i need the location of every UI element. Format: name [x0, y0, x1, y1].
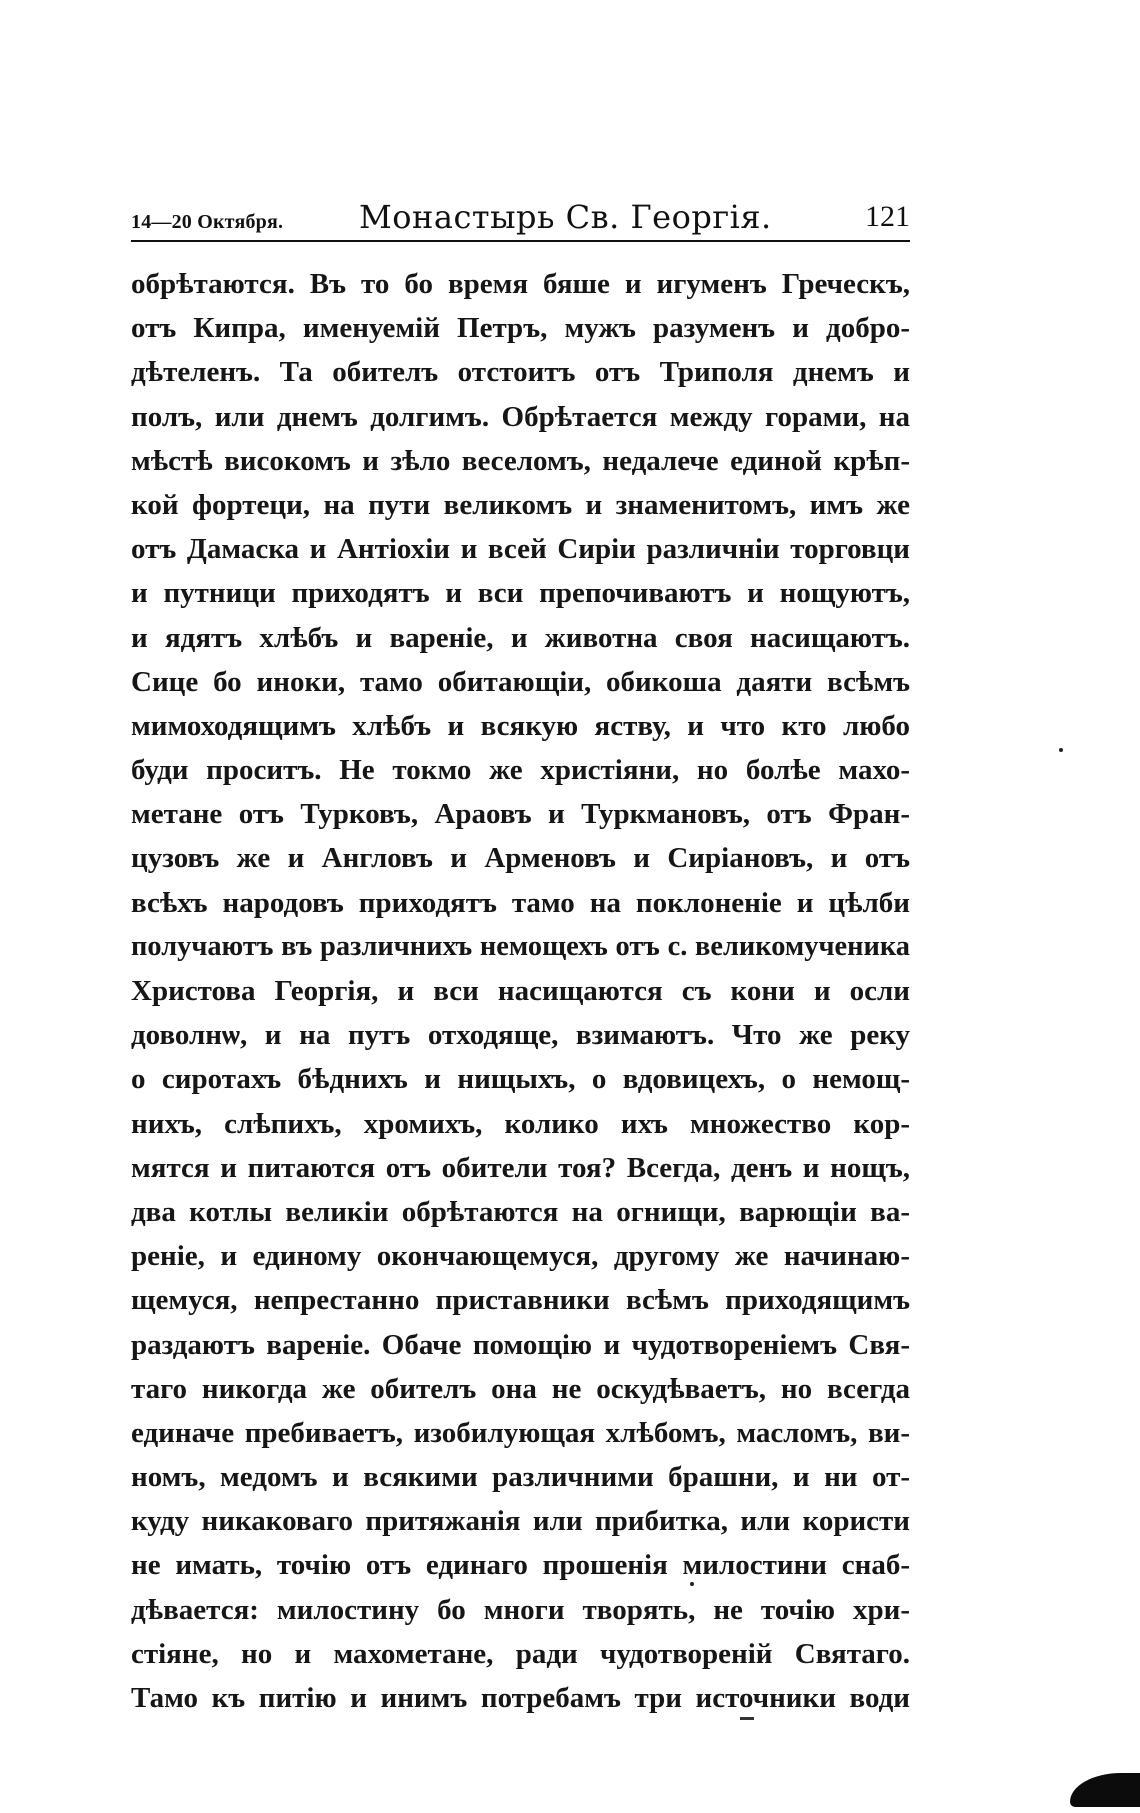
text-line: Сице бо иноки, тамо обитающіи, обикоша даяти всѣмъ: [131, 665, 910, 698]
text-line: отъ Кипра, именуемій Петръ, мужъ разуменъ и добро-: [131, 312, 910, 345]
text-line: мѣстѣ високомъ и зѣло веселомъ, недалече единой крѣп-: [131, 444, 910, 477]
text-line: два котлы великіи обрѣтаются на огнищи, варющіи ва-: [131, 1195, 910, 1228]
text-line: Христова Георгія, и вси насищаются съ кони и осли: [131, 975, 910, 1007]
running-header: [131, 196, 910, 242]
text-line: дѣтеленъ. Та обителъ отстоитъ отъ Триполя днемъ и: [131, 356, 910, 389]
text-line: щемуся, непрестанно приставники всѣмъ приходящимъ: [131, 1284, 910, 1317]
text-line: нихъ, слѣпихъ, хромихъ, колико ихъ множество кор-: [131, 1107, 910, 1140]
text-line: метане отъ Турковъ, Араовъ и Туркмановъ, отъ Фран-: [131, 798, 910, 831]
text-line: цузовъ же и Англовъ и Арменовъ и Сиріановъ, и отъ: [131, 842, 910, 875]
text-line: и путници приходятъ и вси препочиваютъ и нощуютъ,: [131, 577, 910, 610]
text-line: номъ, медомъ и всякими различними брашни, и ни от-: [131, 1461, 910, 1494]
scan-speck: [1059, 748, 1063, 752]
text-line: дѣвается: милостину бо многи творять, не точію хри-: [131, 1593, 910, 1626]
text-line: отъ Дамаска и Антіохіи и всей Сиріи различніи торговци: [131, 533, 910, 566]
body-text: [131, 262, 910, 1720]
text-line: реніе, и единому окончающемуся, другому же начинаю-: [131, 1240, 910, 1273]
text-line: о сиротахъ бѣднихъ и нищыхъ, о вдовицехъ, о немощ-: [131, 1063, 910, 1096]
running-date-range: 14—20 Октября.: [131, 211, 284, 233]
page-number: 121: [865, 200, 910, 233]
text-line: и ядятъ хлѣбъ и вареніе, и животна своя насищаютъ.: [131, 621, 910, 654]
text-line: стіяне, но и махометане, ради чудотвореній Святаго.: [131, 1637, 910, 1670]
text-line: мимоходящимъ хлѣбъ и всякую яству, и что кто любо: [131, 709, 910, 742]
text-line: полъ, или днемъ долгимъ. Обрѣтается между горами, на: [131, 400, 910, 433]
text-line: буди проситъ. Не токмо же христіяни, но болѣе махо-: [131, 754, 910, 787]
scan-blot: [1070, 1773, 1140, 1807]
text-line: доволнѡ, и на путъ отходяще, взимаютъ. Что же реку: [131, 1019, 910, 1052]
scan-mark: [740, 1717, 754, 1720]
text-line: единаче пребиваетъ, изобилующая хлѣбомъ, масломъ, ви-: [131, 1416, 910, 1449]
text-line: всѣхъ народовъ приходятъ тамо на поклоненіе и цѣлби: [131, 886, 910, 919]
text-line: кой фортеци, на пути великомъ и знаменитомъ, имъ же: [131, 488, 910, 521]
text-line: раздаютъ вареніе. Обаче помощію и чудотвореніемъ Свя-: [131, 1328, 910, 1361]
text-line: Тамо къ питію и инимъ потребамъ три источники води: [131, 1682, 910, 1714]
text-line: куду никаковаго притяжанія или прибитка, или користи: [131, 1505, 910, 1538]
text-line: обрѣтаются. Въ то бо время бяше и игуменъ Греческъ,: [131, 268, 910, 300]
text-line: таго никогда же обителъ она не оскудѣваетъ, но всегда: [131, 1372, 910, 1405]
text-line: мятся и питаются отъ обители тоя? Всегда, денъ и нощъ,: [131, 1151, 910, 1184]
scan-speck: [690, 1582, 694, 1586]
running-title: Монастырь Св. Георгія.: [359, 198, 772, 236]
text-line: получаютъ въ различнихъ немощехъ отъ с. великомученика: [131, 930, 910, 962]
text-line: не имать, точію отъ единаго прошенія милостини снаб-: [131, 1549, 910, 1582]
